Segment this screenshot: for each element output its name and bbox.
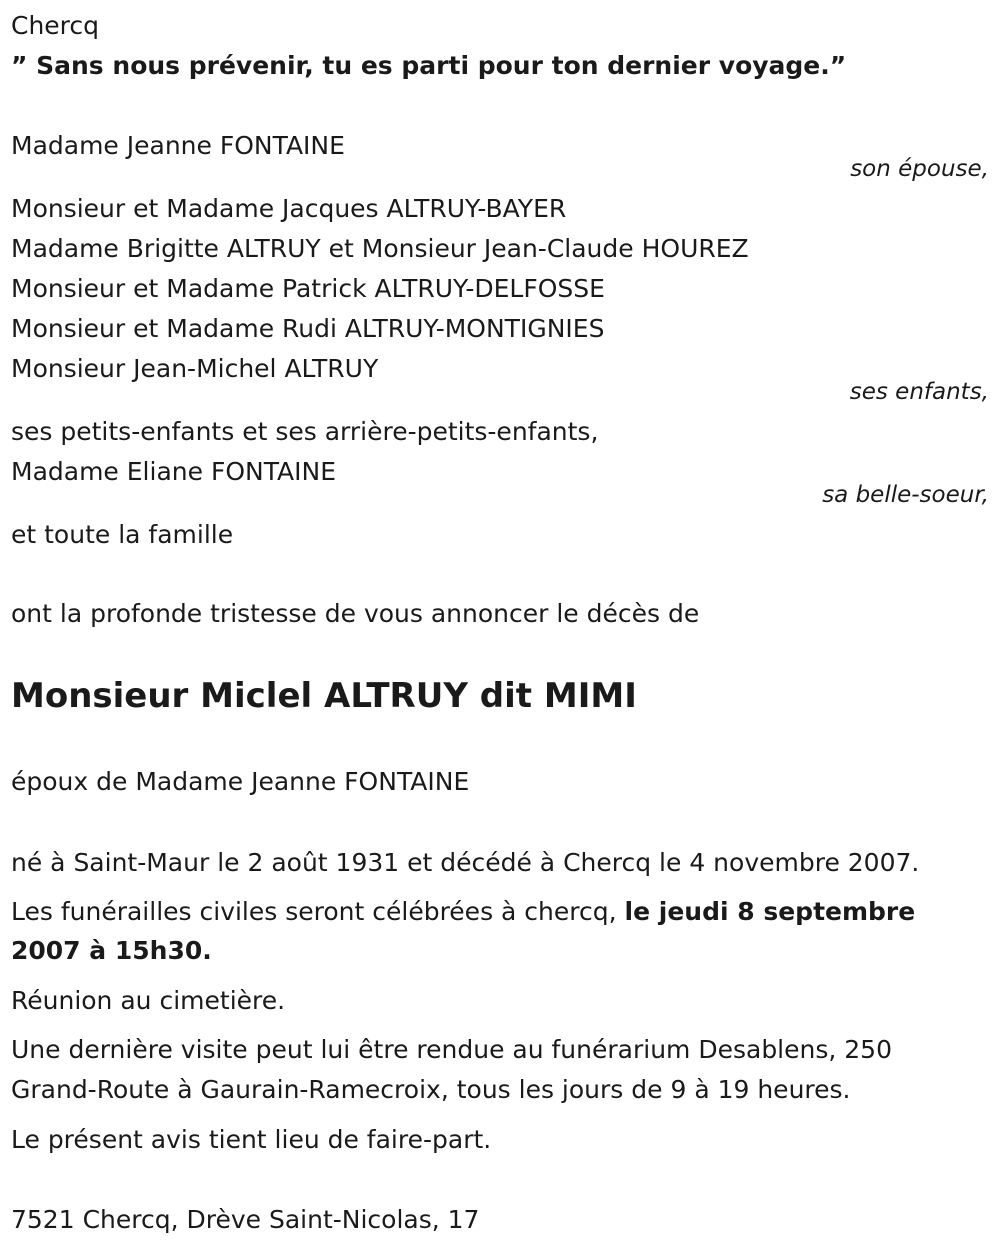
child-4: Monsieur et Madame Rudi ALTRUY-MONTIGNIES — [11, 314, 605, 343]
funeral-line-1 — [11, 892, 915, 932]
children-role: ses enfants, — [849, 379, 989, 405]
whole-family: et toute la famille — [11, 520, 234, 549]
spouse-name: Madame Jeanne FONTAINE — [11, 131, 345, 160]
sister-in-law-role: sa belle-soeur, — [822, 482, 989, 508]
announcement: ont la profonde tristesse de vous annoncer le décès de — [11, 599, 700, 628]
funeral-date-2: 2007 à 15h30. — [11, 936, 212, 965]
spouse-role: son épouse, — [850, 156, 989, 182]
funeral-intro: Les funérailles civiles seront célébrées à chercq, — [11, 897, 625, 926]
sister-in-law-name: Madame Eliane FONTAINE — [11, 457, 336, 486]
spouse-of: époux de Madame Jeanne FONTAINE — [11, 767, 470, 796]
visit-line-2: Grand-Route à Gaurain-Ramecroix, tous les jours de 9 à 19 heures. — [11, 1075, 851, 1104]
child-5: Monsieur Jean-Michel ALTRUY — [11, 354, 379, 383]
visit-line-1: Une dernière visite peut lui être rendue au funérarium Desablens, 250 — [11, 1035, 892, 1064]
grandchildren: ses petits-enfants et ses arrière-petits-enfants, — [11, 417, 599, 446]
reunion: Réunion au cimetière. — [11, 986, 286, 1015]
child-3: Monsieur et Madame Patrick ALTRUY-DELFOSSE — [11, 274, 605, 303]
notice: Le présent avis tient lieu de faire-part. — [11, 1125, 492, 1154]
funeral-date-1: le jeudi 8 septembre — [624, 897, 916, 926]
deceased-name: Monsieur Miclel ALTRUY dit MIMI — [11, 676, 637, 716]
memorial-quote: ” Sans nous prévenir, tu es parti pour ton dernier voyage.” — [11, 51, 847, 80]
child-2: Madame Brigitte ALTRUY et Monsieur Jean-Claude HOUREZ — [11, 234, 749, 263]
child-1: Monsieur et Madame Jacques ALTRUY-BAYER — [11, 194, 567, 223]
address: 7521 Chercq, Drève Saint-Nicolas, 17 — [11, 1205, 480, 1234]
birth-death: né à Saint-Maur le 2 août 1931 et décédé à Chercq le 4 novembre 2007. — [11, 848, 920, 877]
location-header: Chercq — [11, 11, 100, 40]
